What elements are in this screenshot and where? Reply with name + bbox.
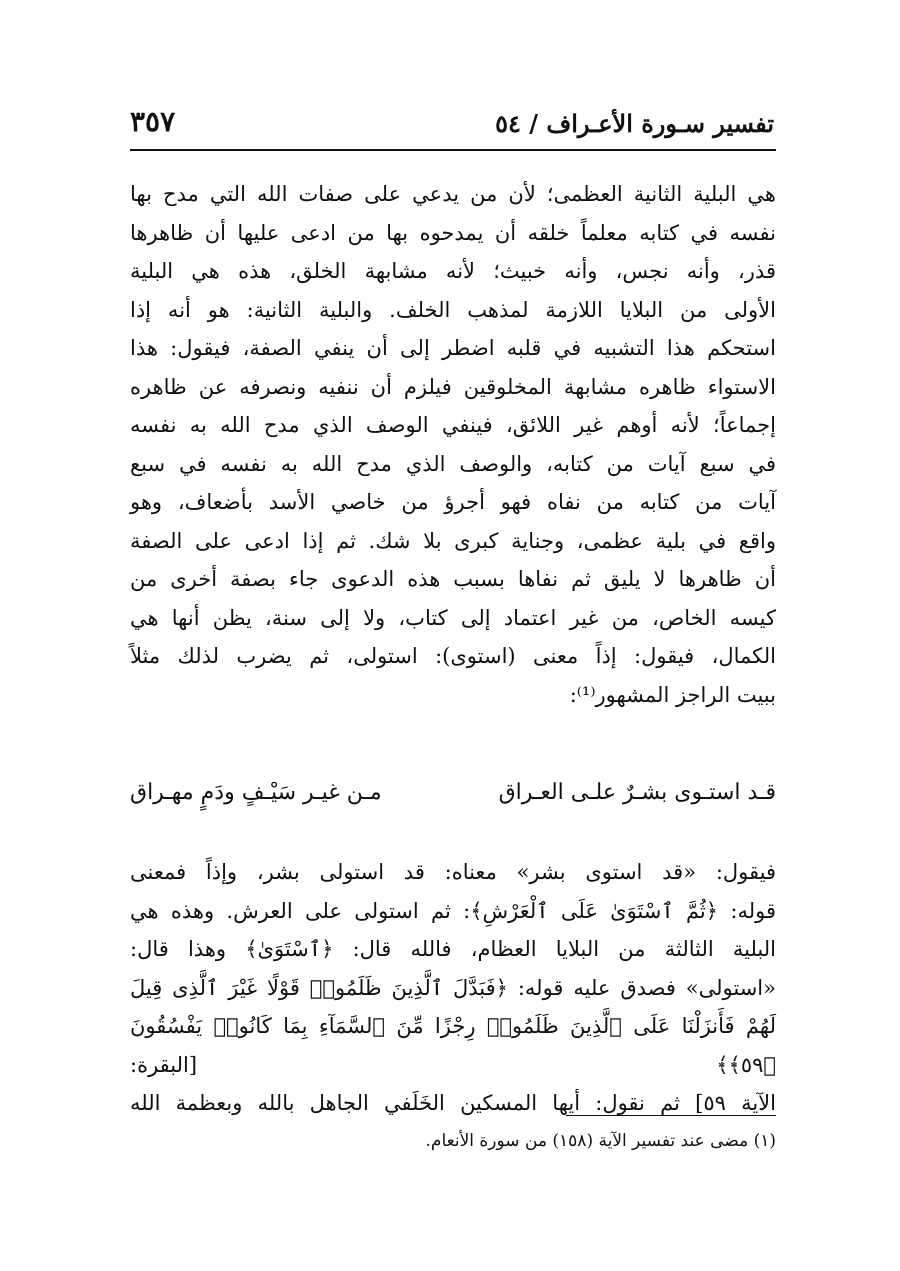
text-line: «استولى» فصدق عليه قوله: ﴿فَبَدَّلَ ٱلَّذِينَ ظَلَمُوا۟ قَوْلًا غَيْرَ ٱلَّذِى قِيلَ (130, 975, 776, 1000)
running-title: تفسير سـورة الأعـراف / ٥٤ (495, 109, 774, 138)
text-line: قذر، وأنه نجس، وأنه خبيث؛ لأنه مشابهة الخلق، هذه هي البلية (130, 259, 776, 283)
header-rule (130, 149, 776, 151)
main-text (130, 175, 776, 714)
page-number: ٣٥٧ (130, 105, 176, 138)
main-text-continued (130, 853, 776, 1123)
verse-second-hemistich: مـن غيـر سَيْـفٍ ودَمٍ مهـراق (130, 780, 382, 805)
book-page (130, 105, 776, 1245)
text-line: إجماعاً؛ لأنه أوهم غير اللائق، فينفي الوصف الذي مدح الله به نفسه (130, 413, 776, 437)
text-line: في سبع آيات من كتابه، والوصف الذي مدح الله به نفسه في سبع (130, 451, 776, 476)
text-line: لَهُمْ فَأَنزَلْنَا عَلَى ٱلَّذِينَ ظَلَمُوا۟ رِجْزًا مِّنَ ٱلسَّمَآءِ بِمَا كَانُوا۟ يَفْسُقُونَ ﴿٥٩﴾﴾ [البقرة: (130, 1014, 776, 1077)
text-line: الاستواء ظاهره مشابهة المخلوقين فيلزم أن ننفيه ونصرفه عن ظاهره (130, 374, 776, 399)
text-line: واقع في بلية عظمى، وجناية كبرى بلا شك. ثم إذا ادعى على الصفة (130, 528, 776, 553)
text-line: كيسه الخاص، من غير اعتماد إلى كتاب، ولا إلى سنة، يظن أنها هي (130, 605, 776, 630)
text-line: الكمال، فيقول: إذاً معنى (استوى): استولى، ثم يضرب لذلك مثلاً (130, 644, 776, 668)
text-line: هي البلية الثانية العظمى؛ لأن من يدعي على صفات الله التي مدح بها (130, 182, 776, 206)
footnote-separator (566, 1115, 776, 1116)
text-line: فيقول: «قد استوى بشر» معناه: قد استولى بشر، وإذاً فمعنى (130, 860, 776, 884)
text-line: آيات من كتابه من نفاه فهو أجرؤ من خاصي الأسد بأضعاف، وهو (130, 490, 776, 514)
text-line: قوله: ﴿ثُمَّ ٱسْتَوَىٰ عَلَى ٱلْعَرْشِ﴾: ثم استولى على العرش. وهذه هي (130, 898, 776, 923)
page-header (130, 105, 776, 145)
text-line: نفسه في كتابه معلماً خلقه أن يمدحوه بها من ادعى عليها أن ظاهرها (130, 220, 776, 245)
text-line: استحكم هذا التشبيه في قلبه اضطر إلى أن ينفي الصفة، فيقول: هذا (130, 336, 776, 360)
text-line: الأولى من البلايا اللازمة لمذهب الخلف. والبلية الثانية: هو أنه إذا (130, 297, 776, 322)
verse-first-hemistich: قـد استـوى بشـرٌ علـى العـراق (498, 780, 776, 805)
text-line: الآية ٥٩] ثم نقول: أيها المسكين الخَلَفي الجاهل بالله وبعظمة الله (130, 1091, 776, 1115)
footnote: (١) مضى عند تفسير الآية (١٥٨) من سورة الأنعام. (425, 1131, 776, 1151)
text-line: البلية الثالثة من البلايا العظام، فالله قال: ﴿ٱسْتَوَىٰ﴾ وهذا قال: (130, 937, 776, 961)
poetry-verse (130, 780, 776, 820)
text-line: أن ظاهرها لا يليق ثم نفاها بسبب هذه الدعوى جاء بصفة أخرى من (130, 567, 776, 591)
text-line: ببيت الراجز المشهور⁽¹⁾: (569, 682, 776, 707)
